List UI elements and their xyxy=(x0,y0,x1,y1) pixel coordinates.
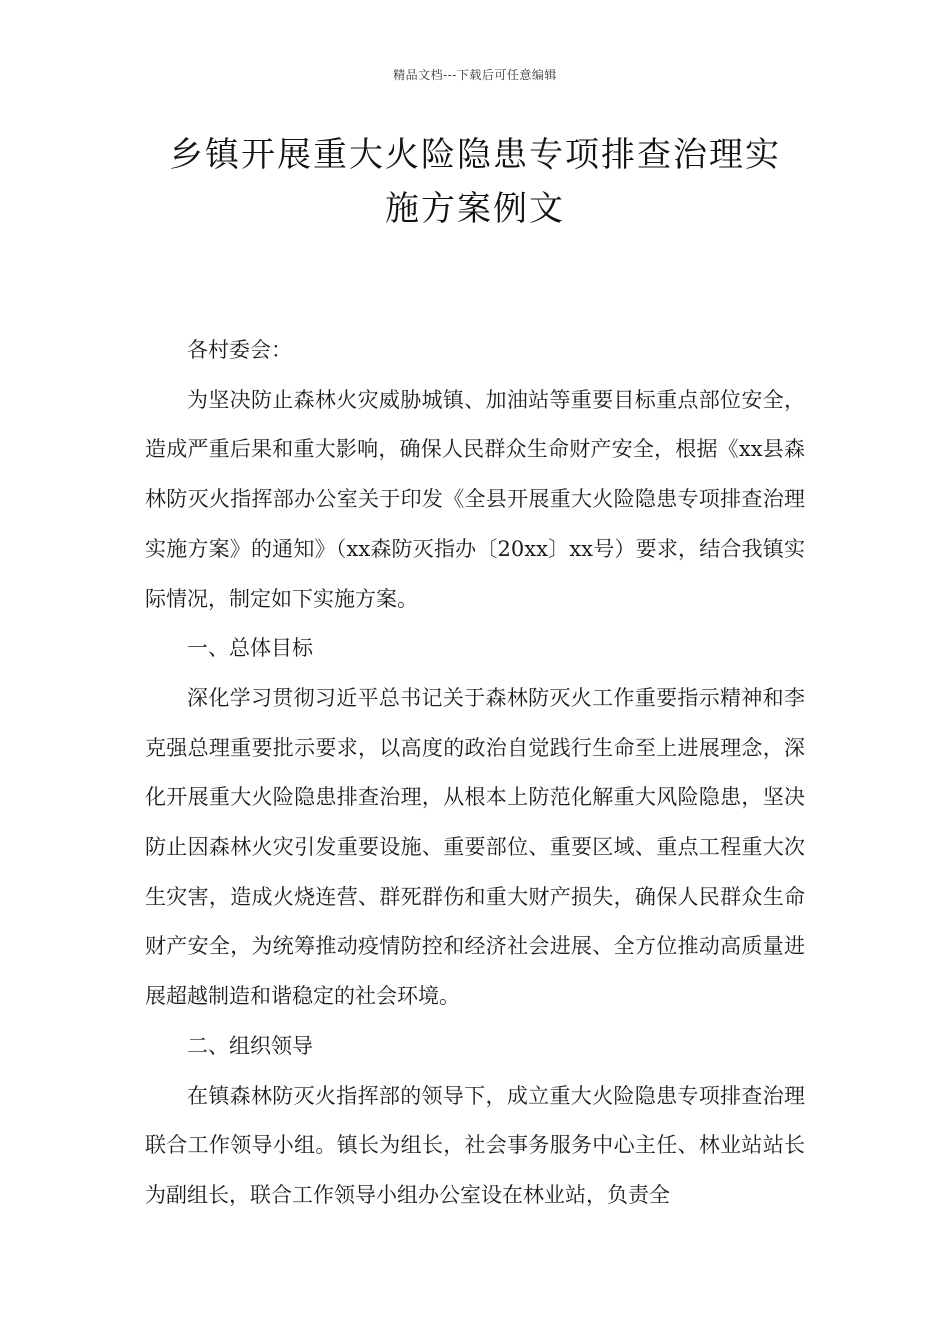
document-body xyxy=(145,326,805,1221)
title-line-2: 施方案例文 xyxy=(385,189,565,229)
paragraph-intro: 为坚决防止森林火灾威胁城镇、加油站等重要目标重点部位安全，造成严重后果和重大影响，确保人民群众生命财产安全，根据《xx县森林防灭火指挥部办公室关于印发《全县开展重大火险隐患专项排查治理实施方案》的通知》（xx森防灭指办〔20xx〕xx号）要求，结合我镇实际情况，制定如下实施方案。 xyxy=(145,387,805,611)
title-line-1: 乡镇开展重大火险隐患专项排查治理实 xyxy=(169,135,781,175)
paragraph-section-2: 在镇森林防灭火指挥部的领导下，成立重大火险隐患专项排查治理联合工作领导小组。镇长为组长，社会事务服务中心主任、林业站站长为副组长，联合工作领导小组办公室设在林业站，负责全 xyxy=(145,1083,805,1207)
document-title xyxy=(130,128,820,236)
section-heading-1: 一、总体目标 xyxy=(187,636,313,661)
section-heading-2: 二、组织领导 xyxy=(187,1033,313,1058)
header-note: 精品文档---下载后可任意编辑 xyxy=(393,68,557,82)
salutation: 各村委会： xyxy=(187,338,292,362)
paragraph-section-1: 深化学习贯彻习近平总书记关于森林防灭火工作重要指示精神和李克强总理重要批示要求，以高度的政治自觉践行生命至上进展理念，深化开展重大火险隐患排查治理，从根本上防范化解重大风险隐患，坚决防止因森林火灾引发重要设施、重要部位、重要区域、重点工程重大次生灾害，造成火烧连营、群死群伤和重大财产损失，确保人民群众生命财产安全，为统筹推动疫情防控和经济社会进展、全方位推动高质量进展超越制造和谐稳定的社会环境。 xyxy=(145,685,805,1009)
